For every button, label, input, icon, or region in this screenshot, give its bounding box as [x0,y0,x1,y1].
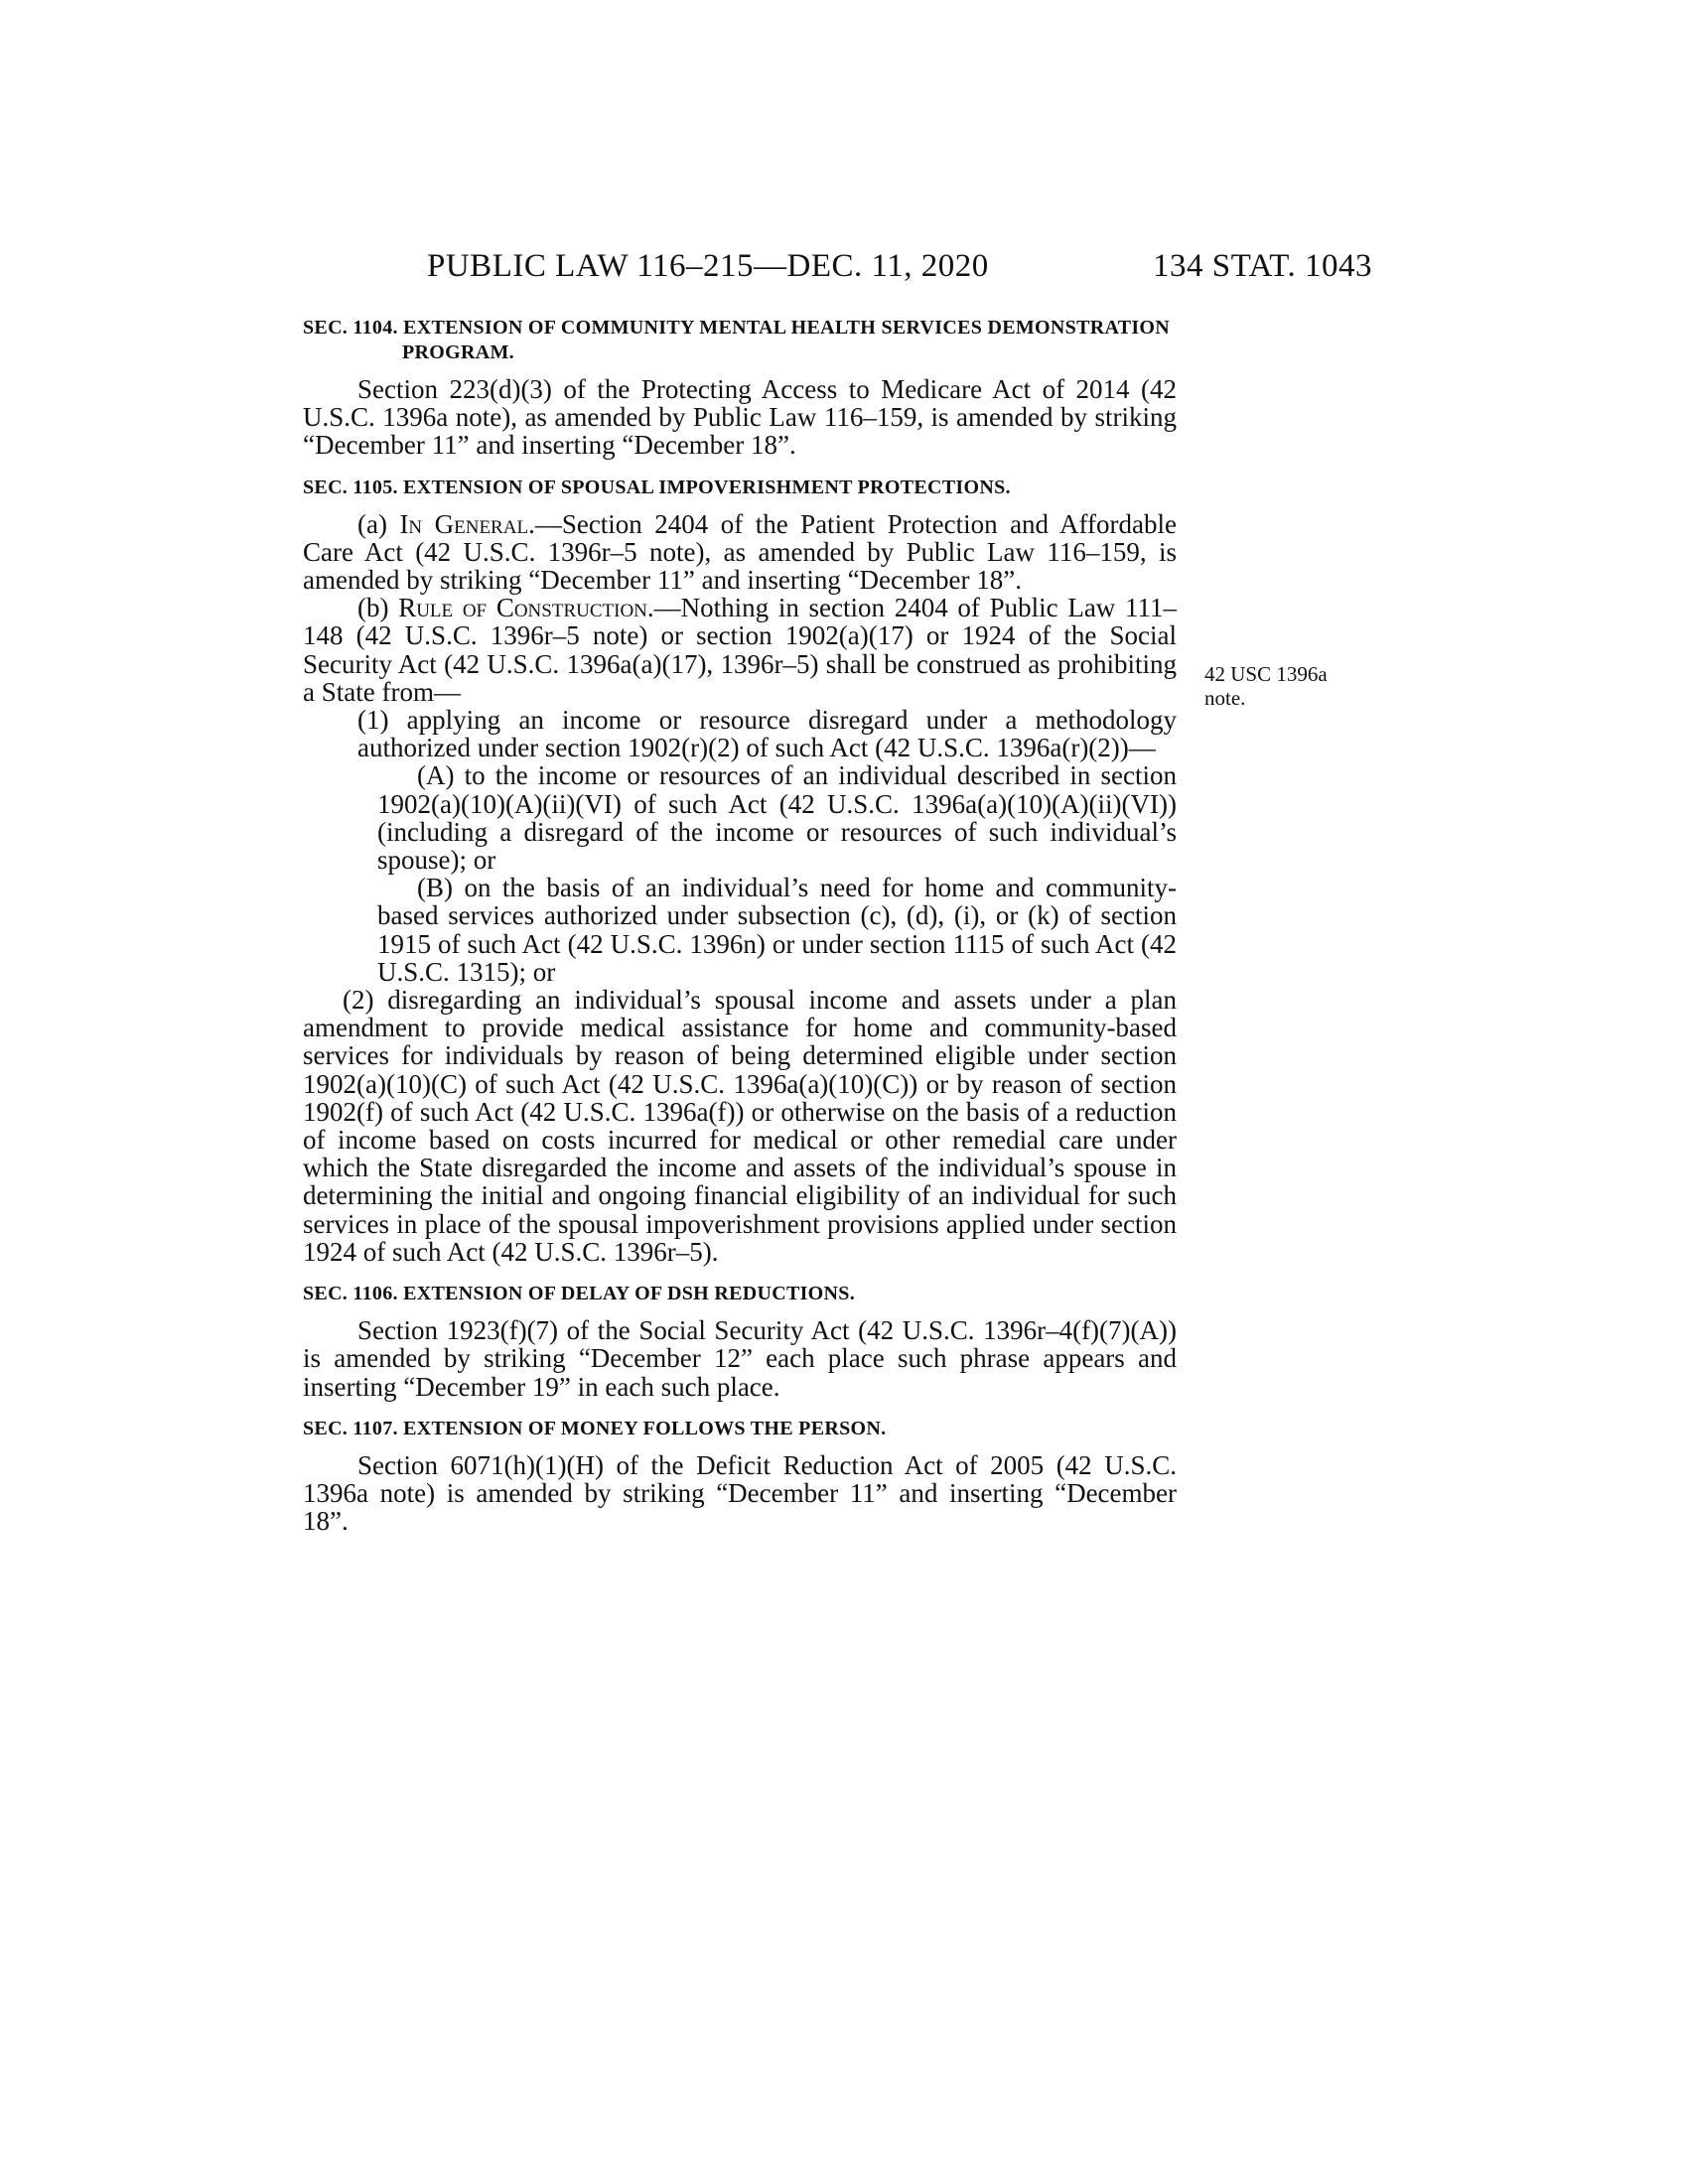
margin-note-line-1: 42 USC 1396a [1204,662,1328,686]
section-1107-text: Section 6071(h)(1)(H) of the Deficit Reduction Act of 2005 (42 U.S.C. 1396a note) is amended by striking “December 11” and inserting “December 18”. [303,1449,1177,1537]
subsection-b-text: .—Nothing in section 2404 of Public Law 111–148 (42 U.S.C. 1396r–5 note) or section 1902(a)(17) or 1924 of the Social Security Act (42 U.S.C. 1396a(a)(17), 1396r–5) shall be construed as prohibiting a State from— [303,593,1177,707]
section-1107-heading: SEC. 1107. EXTENSION OF MONEY FOLLOWS THE PERSON. [303,1417,887,1439]
section-1106-heading: SEC. 1106. EXTENSION OF DELAY OF DSH REDUCTIONS. [303,1283,855,1305]
subparagraph-b: (B) on the basis of an individual’s need for home and community-based services authorized under subsection (c), (d), (i), or (k) of section 1915 of such Act (42 U.S.C. 1396n) or under section 1115 of such Act (42 U.S.C. 1315); or [377,873,1177,987]
subsection-a-label: (a) [357,508,400,539]
paragraph-1-text: (1) applying an income or resource disregard under a methodology authorized under section 1902(r)(2) of such Act (42 U.S.C. 1396a(r)(2))— [357,705,1177,763]
section-1105-subsection-b [303,594,1177,706]
page-header [298,248,1372,288]
document-body [303,316,1177,1535]
paragraph-1 [303,706,1177,761]
section-1106-text: Section 1923(f)(7) of the Social Security Act (42 U.S.C. 1396r–4(f)(7)(A)) is amended by striking “December 12” each place such phrase appears and inserting “December 19” in each such place. [303,1315,1177,1402]
section-1104-heading: SEC. 1104. EXTENSION OF COMMUNITY MENTAL HEALTH SERVICES DEMONSTRATION PROGRAM. [303,317,1171,363]
header-stat-page: 134 STAT. 1043 [1152,248,1372,284]
subsection-a-caption: In General [399,508,529,539]
subsection-a-text: .—Section 2404 of the Patient Protection and Affordable Care Act (42 U.S.C. 1396r–5 note), as amended by Public Law 116–159, is amended by striking “December 11” and inserting “December 18”. [303,508,1177,596]
subparagraph-a: (A) to the income or resources of an individual described in section 1902(a)(10)(A)(ii)(VI) of such Act (42 U.S.C. 1396a(a)(10)(A)(ii)(VI)) (including a disregard of the income or resources of such individual’s spouse); or [377,760,1177,876]
paragraph-2: (2) disregarding an individual’s spousal income and assets under a plan amendment to provide medical assistance for home and community-based services for individuals by reason of being determined eligible under section 1902(a)(10)(C) of such Act (42 U.S.C. 1396a(a)(10)(C)) or by reason of section 1902(f) of such Act (42 U.S.C. 1396a(f)) or otherwise on the basis of a reduction of income based on costs incurred for medical or other remedial care under which the State disregarded the income and assets of the individual’s spouse in determining the initial and ongoing financial eligibility of an individual for such services in place of the spousal impoverishment provisions applied under section 1924 of such Act (42 U.S.C. 1396r–5). [303,985,1177,1267]
margin-note [1204,662,1353,710]
section-1104-text: Section 223(d)(3) of the Protecting Access to Medicare Act of 2014 (42 U.S.C. 1396a note), as amended by Public Law 116–159, is amended by striking “December 11” and inserting “December 18”. [303,374,1177,461]
margin-note-line-2: note. [1204,686,1246,710]
subsection-b-caption: Rule of Construction [398,593,647,623]
subsection-b-label: (b) [357,593,399,623]
section-1105-subsection-a [303,510,1177,595]
section-1105-heading: SEC. 1105. EXTENSION OF SPOUSAL IMPOVERISHMENT PROTECTIONS. [303,476,1011,498]
header-title: PUBLIC LAW 116–215—DEC. 11, 2020 [427,248,989,284]
